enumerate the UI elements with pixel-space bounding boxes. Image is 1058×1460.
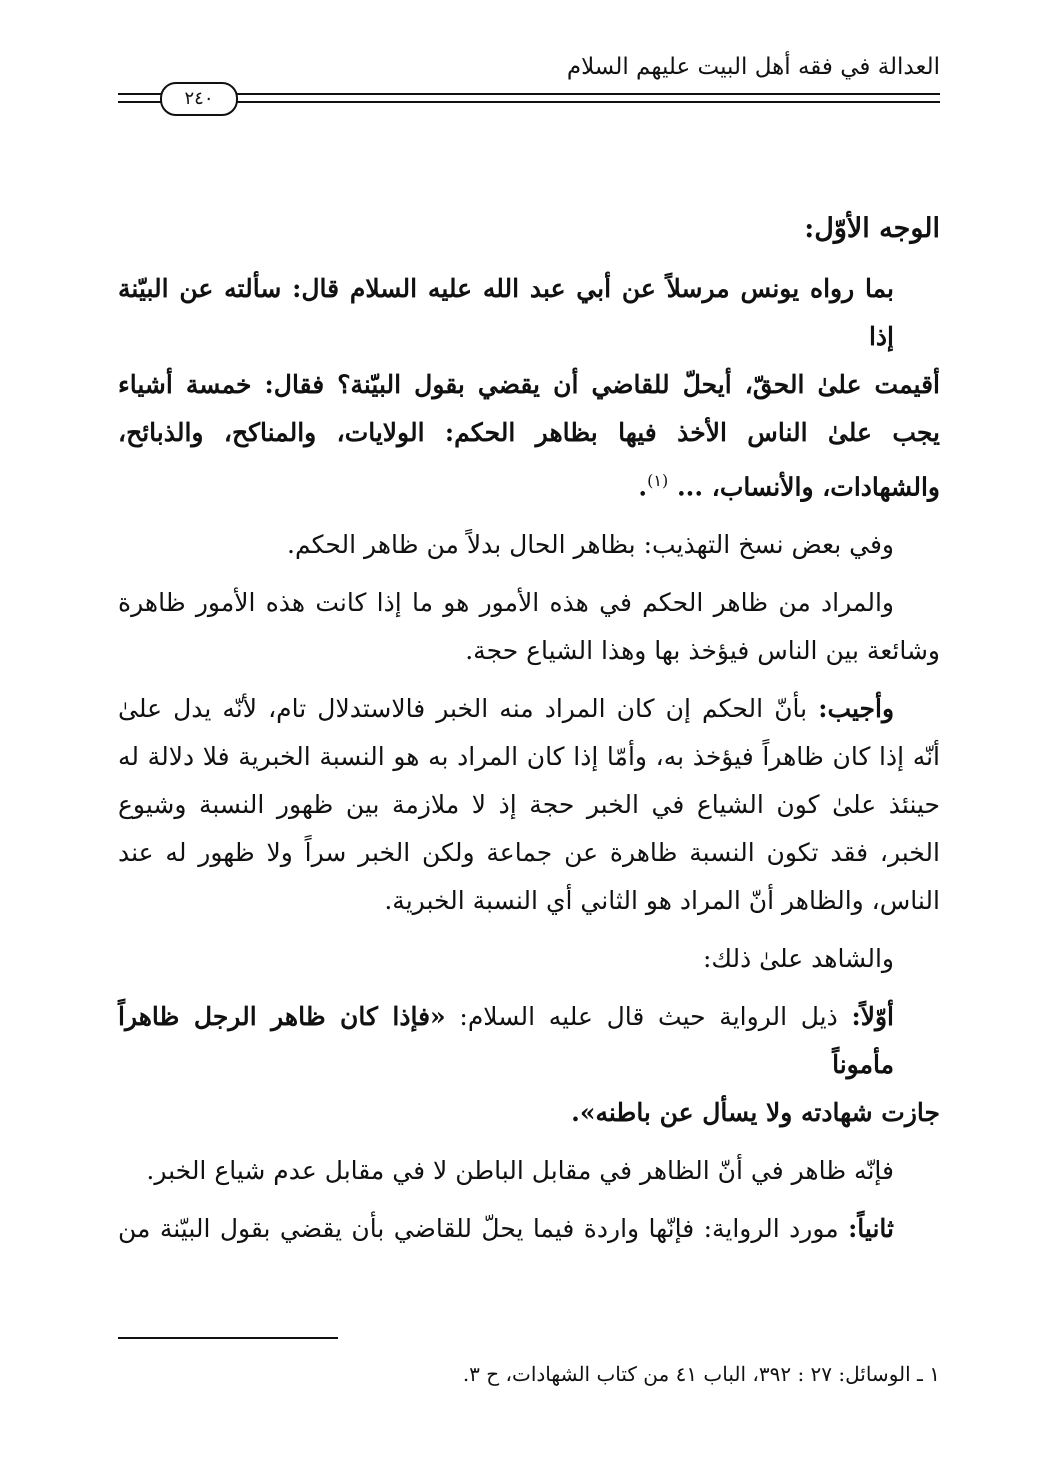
- header-rule-secondary: [118, 101, 940, 103]
- text-line: الناس، والظاهر أنّ المراد هو الثاني أي النسبة الخبرية.: [384, 886, 940, 916]
- paragraph-meaning: [118, 579, 940, 675]
- header-rule: [118, 93, 940, 95]
- running-title: العدالة في فقه أهل البيت عليهم السلام: [566, 54, 940, 80]
- paragraph-variant-note: وفي بعض نسخ التهذيب: بظاهر الحال بدلاً من ظاهر الحكم.: [287, 530, 894, 560]
- paragraph-second-point: [118, 1205, 940, 1253]
- text-line: [118, 993, 940, 1089]
- lead-word: ثانياً:: [848, 1214, 894, 1244]
- text-line: جازت شهادته ولا يسأل عن باطنه».: [571, 1098, 940, 1128]
- spacer: [118, 925, 940, 935]
- text-segment: .: [638, 472, 648, 502]
- text-line: أنّه إذا كان ظاهراً فيؤخذ به، وأمّا إذا كان المراد به هو النسبة الخبرية فلا دلالة له: [118, 742, 940, 772]
- spacer: [118, 675, 940, 685]
- paragraph-narration: [118, 265, 940, 511]
- text-line: بما رواه يونس مرسلاً عن أبي عبد الله عليه السلام قال: سألته عن البيّنة إذا: [118, 274, 894, 351]
- text-line: الخبر، فقد تكون النسبة ظاهرة عن جماعة ولكن الخبر سراً ولا ظهور له عند: [118, 838, 940, 868]
- spacer: [118, 1137, 940, 1147]
- section-heading: الوجه الأوّل:: [804, 213, 940, 244]
- text-line: وشائعة بين الناس فيؤخذ بها وهذا الشياع حجة.: [465, 636, 940, 666]
- text-line: أقيمت علىٰ الحقّ، أيحلّ للقاضي أن يقضي بقول البيّنة؟ فقال: خمسة أشياء: [118, 370, 940, 399]
- main-text: [118, 205, 940, 1253]
- spacer: [118, 511, 940, 521]
- spacer: [118, 983, 940, 993]
- lead-word: وأجيب:: [818, 694, 895, 724]
- spacer: [118, 569, 940, 579]
- text-line: [118, 457, 940, 511]
- footnote-rule: [118, 1337, 338, 1339]
- text-line: والمراد من ظاهر الحكم في هذه الأمور هو ما إذا كانت هذه الأمور ظاهرة: [118, 588, 894, 618]
- paragraph-answer: [118, 685, 940, 925]
- paragraph-first-point: [118, 993, 940, 1137]
- text-line: يجب علىٰ الناس الأخذ فيها بظاهر الحكم: الولايات، والمناكح، والذبائح،: [118, 418, 940, 447]
- quote-segment: «فإذا كان ظاهر الرجل ظاهراً مأموناً: [118, 1002, 894, 1080]
- footnote-reference: (١): [647, 471, 669, 490]
- text-line: [118, 685, 940, 733]
- footnote: ١ ـ الوسائل: ٢٧ : ٣٩٢، الباب ٤١ من كتاب الشهادات، ح ٣.: [462, 1362, 940, 1386]
- spacer: [118, 1195, 940, 1205]
- page-number: ٢٤٠: [160, 82, 238, 116]
- text-segment: بأنّ الحكم إن كان المراد منه الخبر فالاستدلال تام، لأنّه يدل علىٰ: [118, 694, 808, 724]
- lead-word: أوّلاً:: [851, 1002, 895, 1032]
- text-line: حينئذ علىٰ كون الشياع في الخبر حجة إذ لا ملازمة بين ظهور النسبة وشيوع: [118, 790, 940, 820]
- text-segment: والشهادات، والأنساب، ...: [676, 472, 940, 502]
- text-segment: ذيل الرواية حيث قال عليه السلام:: [459, 1002, 838, 1032]
- paragraph-evidence-intro: والشاهد علىٰ ذلك:: [702, 944, 894, 974]
- paragraph-inference: فإنّه ظاهر في أنّ الظاهر في مقابل الباطن لا في مقابل عدم شياع الخبر.: [146, 1156, 894, 1186]
- text-segment: مورد الرواية: فإنّها واردة فيما يحلّ للقاضي بأن يقضي بقول البيّنة من: [118, 1214, 839, 1244]
